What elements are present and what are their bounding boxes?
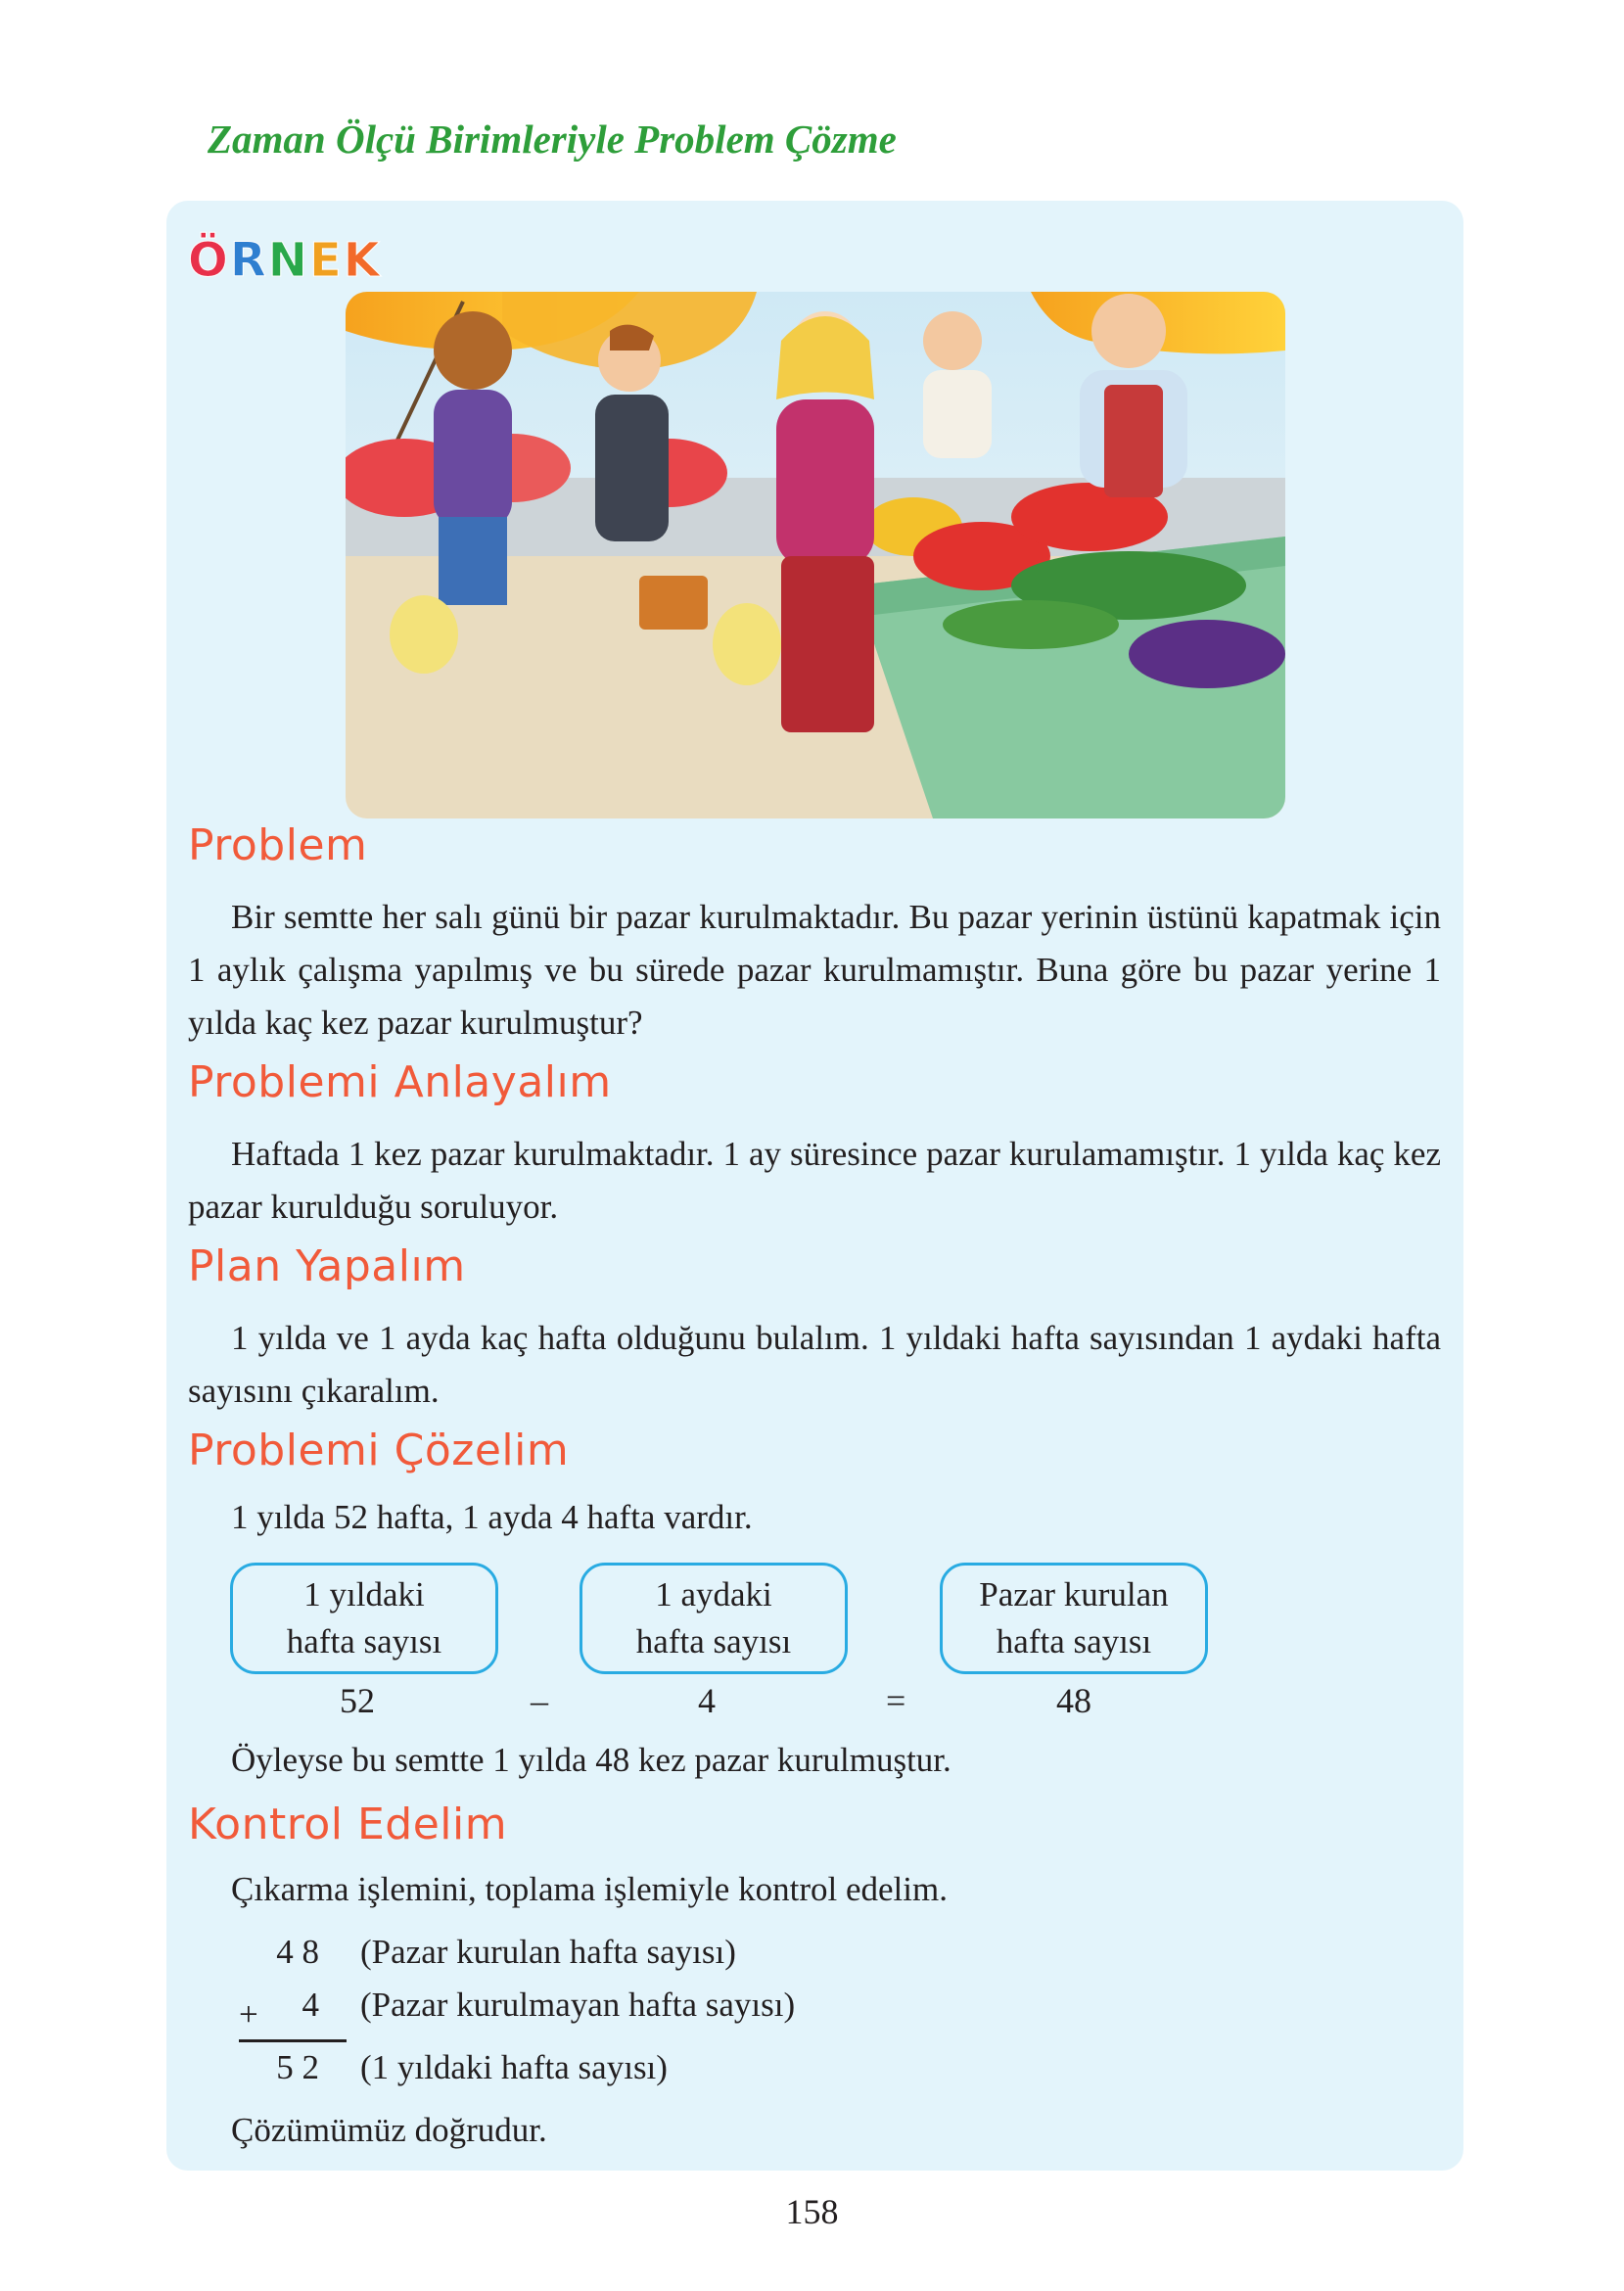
market-weeks-box: [940, 1563, 1208, 1674]
plan-paragraph: 1 yılda ve 1 ayda kaç hafta olduğunu bulalım. 1 yıldaki hafta sayısından 1 aydaki hafta sayısını çıkaralım.: [188, 1319, 1441, 1410]
example-letter: R: [229, 233, 268, 288]
sum-line: [239, 2039, 347, 2042]
addend-label: (Pazar kurulan hafta sayısı): [360, 1933, 736, 1971]
market-weeks-value: 48: [1056, 1681, 1091, 1720]
year-weeks-box: [230, 1563, 498, 1674]
plus-sign: +: [239, 1995, 258, 2034]
addend-value: 4 8: [276, 1933, 319, 1971]
example-letter: Ö: [188, 233, 230, 288]
running-title: Zaman Ölçü Birimleriyle Problem Çözme: [208, 117, 897, 162]
month-weeks-box: [580, 1563, 848, 1674]
market-scene-illustration: [346, 292, 1285, 818]
solve-intro: 1 yılda 52 hafta, 1 ayda 4 hafta vardır.: [231, 1498, 753, 1536]
sum-value: 5 2: [276, 2048, 319, 2086]
box-line: hafta sayısı: [996, 1622, 1152, 1660]
example-letter: E: [308, 233, 344, 288]
plan-text: [188, 1312, 1441, 1418]
box-line: 1 aydaki: [655, 1575, 772, 1613]
box-line: Pazar kurulan: [979, 1575, 1169, 1613]
example-letter: K: [343, 233, 382, 288]
box-line: hafta sayısı: [286, 1622, 442, 1660]
month-weeks-value: 4: [698, 1681, 716, 1720]
problem-paragraph: Bir semtte her salı günü bir pazar kurulmaktadır. Bu pazar yerinin üstünü kapatmak için 1 aylık çalışma yapılmış ve bu sürede pazar kurulmamıştır. Buna göre bu pazar yerine 1 yılda kaç kez pazar kurulmuştur?: [188, 898, 1441, 1042]
box-line: 1 yıldaki: [303, 1575, 425, 1613]
example-label: [188, 233, 382, 288]
box-line: hafta sayısı: [635, 1622, 792, 1660]
check-result: Çözümümüz doğrudur.: [231, 2111, 547, 2149]
understand-heading: Problemi Anlayalım: [188, 1057, 612, 1107]
understand-text: [188, 1128, 1441, 1234]
year-weeks-value: 52: [340, 1681, 375, 1720]
solve-conclusion: Öyleyse bu semtte 1 yılda 48 kez pazar kurulmuştur.: [231, 1741, 951, 1779]
plan-heading: Plan Yapalım: [188, 1241, 466, 1291]
sum-label: (1 yıldaki hafta sayısı): [360, 2048, 668, 2086]
addend-label: (Pazar kurulmayan hafta sayısı): [360, 1986, 796, 2024]
solve-heading: Problemi Çözelim: [188, 1426, 570, 1475]
understand-paragraph: Haftada 1 kez pazar kurulmaktadır. 1 ay süresince pazar kurulamamıştır. 1 yılda kaç kez pazar kurulduğu soruluyor.: [188, 1135, 1441, 1226]
problem-text: [188, 891, 1441, 1050]
check-heading: Kontrol Edelim: [188, 1800, 508, 1849]
page-number: 158: [785, 2192, 839, 2231]
problem-heading: Problem: [188, 820, 368, 870]
example-letter: N: [267, 233, 309, 288]
equals-sign: =: [886, 1681, 906, 1720]
addend-value: 4: [302, 1986, 319, 2024]
minus-sign: –: [531, 1681, 548, 1720]
check-intro: Çıkarma işlemini, toplama işlemiyle kontrol edelim.: [231, 1870, 948, 1908]
